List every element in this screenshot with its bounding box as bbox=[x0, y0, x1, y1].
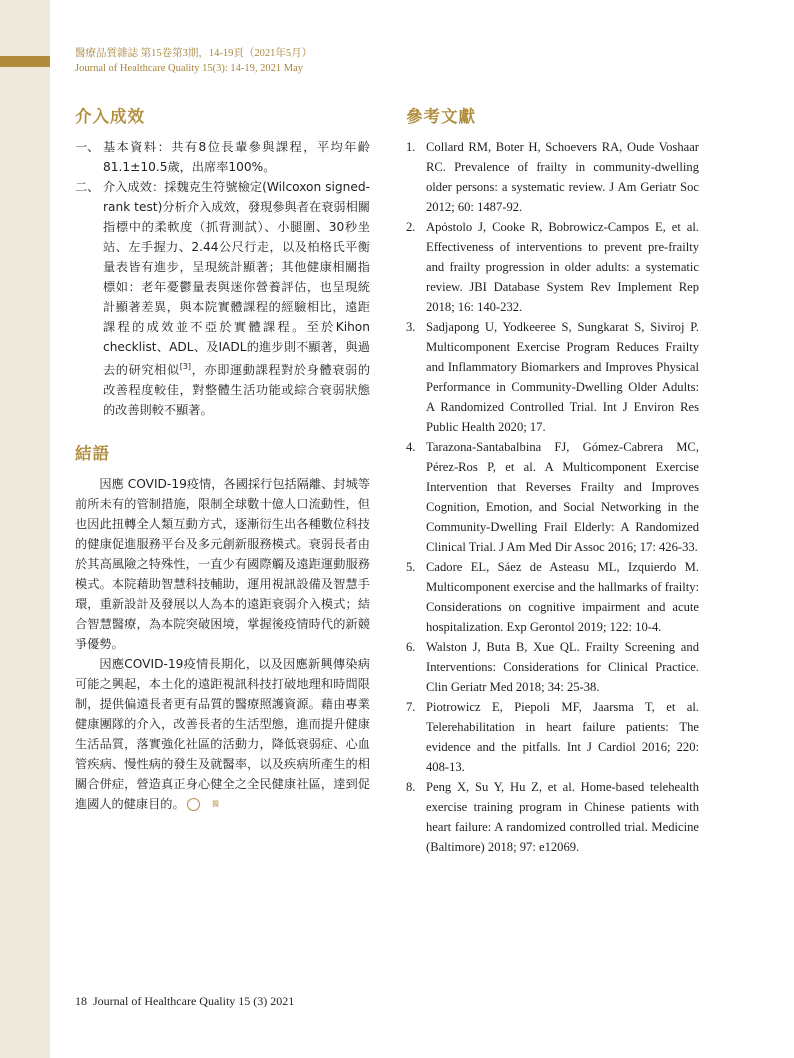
reference-number: 8. bbox=[406, 780, 416, 794]
page-number: 18 bbox=[75, 994, 87, 1008]
reference-item bbox=[406, 697, 699, 777]
list-item bbox=[75, 137, 370, 177]
list-item bbox=[75, 177, 370, 420]
reference-text: Cadore EL, Sáez de Asteasu ML, Izquierdo M. Multicomponent exercise and the hallmarks of frailty: Considerations on cognitive impairment and acute hospitalization. Exp Gerontol 2019; 122: 10-4. bbox=[426, 560, 699, 634]
reference-text: Sadjapong U, Yodkeeree S, Sungkarat S, Siviroj P. Multicomponent Exercise Program Reduces Frailty and Inflammatory Biomarkers and Improves Physical Performance in Community-Dwelling Older Adults: A Randomized Controlled Trial. Int J Environ Res Public Health 2020; 17. bbox=[426, 320, 699, 434]
reference-number: 6. bbox=[406, 640, 416, 654]
results-list bbox=[75, 137, 370, 420]
reference-text: Collard RM, Boter H, Schoevers RA, Oude Voshaar RC. Prevalence of frailty in community-dwelling older persons: a systematic review. J Am Geriatr Soc 2012; 60: 1487-92. bbox=[426, 140, 699, 214]
paragraph: 因應 COVID-19疫情，各國採行包括隔離、封城等前所未有的管制措施，限制全球數十億人口流動性，但也因此扭轉全人類互動方式，逐漸衍生出各種數位科技的健康促進服務平台及多元創新服務模式。衰弱長者由於其高風險之特殊性，一直少有國際觸及遠距運動服務模式。本院藉助智慧科技輔助，運用視訊設備及智慧手環，重新設計及發展以人為本的遠距衰弱介入模式；結合智慧醫療，為本院突破困境，掌握後疫情時代的新競爭優勢。 bbox=[75, 477, 370, 652]
header-english: Journal of Healthcare Quality 15(3): 14-19, 2021 May bbox=[75, 63, 304, 74]
list-item-text-a: 介入成效：採魏克生符號檢定(Wilcoxon signed-rank test)分析介入成效，發現參與者在衰弱相關指標中的柔軟度（抓背測試）、小腿圍、30秒坐站、左手握力、2.44公尺行走，以及柏格氏平衡量表皆有進步，呈現統計顯著；其他健康相關指標如：老年憂鬱量表與迷你營養評估，也呈現統計顯著差異，與本院實體課程的經驗相比，遠距課程的成效並不亞於實體課程。至於Kihon checklist、ADL、及IADL的進步則不顯著，與過去的研究相似 bbox=[103, 180, 370, 378]
paragraph bbox=[75, 654, 370, 814]
reference-text: Tarazona-Santabalbina FJ, Gómez-Cabrera MC, Pérez-Ros P, et al. A Multicomponent Exercise Intervention that Reverses Frailty and Improves Cognition, Emotion, and Social Networking in the Community-Dwelling Frail Elderly: A Randomized Clinical Trial. J Am Med Dir Assoc 2016; 17: 426-33. bbox=[426, 440, 699, 554]
list-item-text: 基本資料：共有8位長輩參與課程，平均年齡81.1±10.5歲，出席率100%。 bbox=[103, 140, 370, 174]
reference-number: 4. bbox=[406, 440, 416, 454]
header-accent-bar bbox=[0, 56, 50, 67]
header-chinese: 醫療品質雜誌 第15卷第3期，14-19頁（2021年5月） bbox=[75, 48, 313, 59]
reference-list bbox=[406, 137, 699, 857]
list-item-text-b: ，亦即運動課程對於身體衰弱的改善程度較佳，對整體生活功能或綜合衰弱狀態的改善則較不顯著。 bbox=[103, 363, 371, 418]
reference-number: 7. bbox=[406, 700, 416, 714]
list-item-text bbox=[103, 177, 370, 420]
section-title-conclusion: 結語 bbox=[75, 444, 110, 464]
reference-number: 3. bbox=[406, 320, 416, 334]
reference-item bbox=[406, 777, 699, 857]
right-column bbox=[406, 103, 699, 857]
reference-item bbox=[406, 137, 699, 217]
reference-text: Peng X, Su Y, Hu Z, et al. Home-based telehealth exercise training program in Chinese patients with heart failure: A randomized controlled trial. Medicine (Baltimore) 2018; 97: e12069. bbox=[426, 780, 699, 854]
reference-text: Walston J, Buta B, Xue QL. Frailty Screening and Interventions: Considerations for Clinical Practice. Clin Geriatr Med 2018; 34: 25-38. bbox=[426, 640, 699, 694]
reference-number: 1. bbox=[406, 140, 416, 154]
page-footer bbox=[75, 994, 294, 1009]
reference-item bbox=[406, 437, 699, 557]
reference-item bbox=[406, 557, 699, 637]
reference-item bbox=[406, 217, 699, 317]
conclusion-body bbox=[75, 474, 370, 814]
footer-journal: Journal of Healthcare Quality 15 (3) 2021 bbox=[93, 994, 295, 1008]
reference-number: 5. bbox=[406, 560, 416, 574]
left-column bbox=[75, 103, 370, 814]
reference-item bbox=[406, 637, 699, 697]
reference-text: Piotrowicz E, Piepoli MF, Jaarsma T, et al. Telerehabilitation in heart failure patients: The evidence and the pitfalls. Int J Cardiol 2016; 220: 408-13. bbox=[426, 700, 699, 774]
reference-text: Apóstolo J, Cooke R, Bobrowicz-Campos E, et al. Effectiveness of interventions to prevent pre-frailty and frailty progression in older adults: a systematic review. JBI Database System Rev Implement Rep 2018; 16: 140-232. bbox=[426, 220, 699, 314]
list-marker: 二、 bbox=[75, 180, 100, 194]
section-title-references: 參考文獻 bbox=[406, 107, 476, 126]
section-title-intervention: 介入成效 bbox=[75, 107, 145, 126]
citation-link[interactable]: [3] bbox=[179, 362, 192, 371]
list-marker: 一、 bbox=[75, 140, 100, 154]
running-header bbox=[75, 46, 375, 76]
left-margin-band bbox=[0, 0, 50, 1058]
paragraph-text: 因應COVID-19疫情長期化，以及因應新興傳染病可能之興起，本土化的遠距視訊科技打破地理和時間限制，提供偏遠長者更有品質的醫療照護資源。藉由專業健康團隊的介入，改善長者的生活型態，進而提升健康生活品質，落實強化社區的活動力，降低衰弱症、心血管疾病、慢性病的發生及就醫率，以及疾病所產生的相關合併症，營造真正身心健全之全民健康社區，達到促進國人的健康目的。 bbox=[75, 657, 370, 812]
end-mark-icon: 醫 bbox=[187, 798, 200, 811]
reference-item bbox=[406, 317, 699, 437]
reference-number: 2. bbox=[406, 220, 416, 234]
